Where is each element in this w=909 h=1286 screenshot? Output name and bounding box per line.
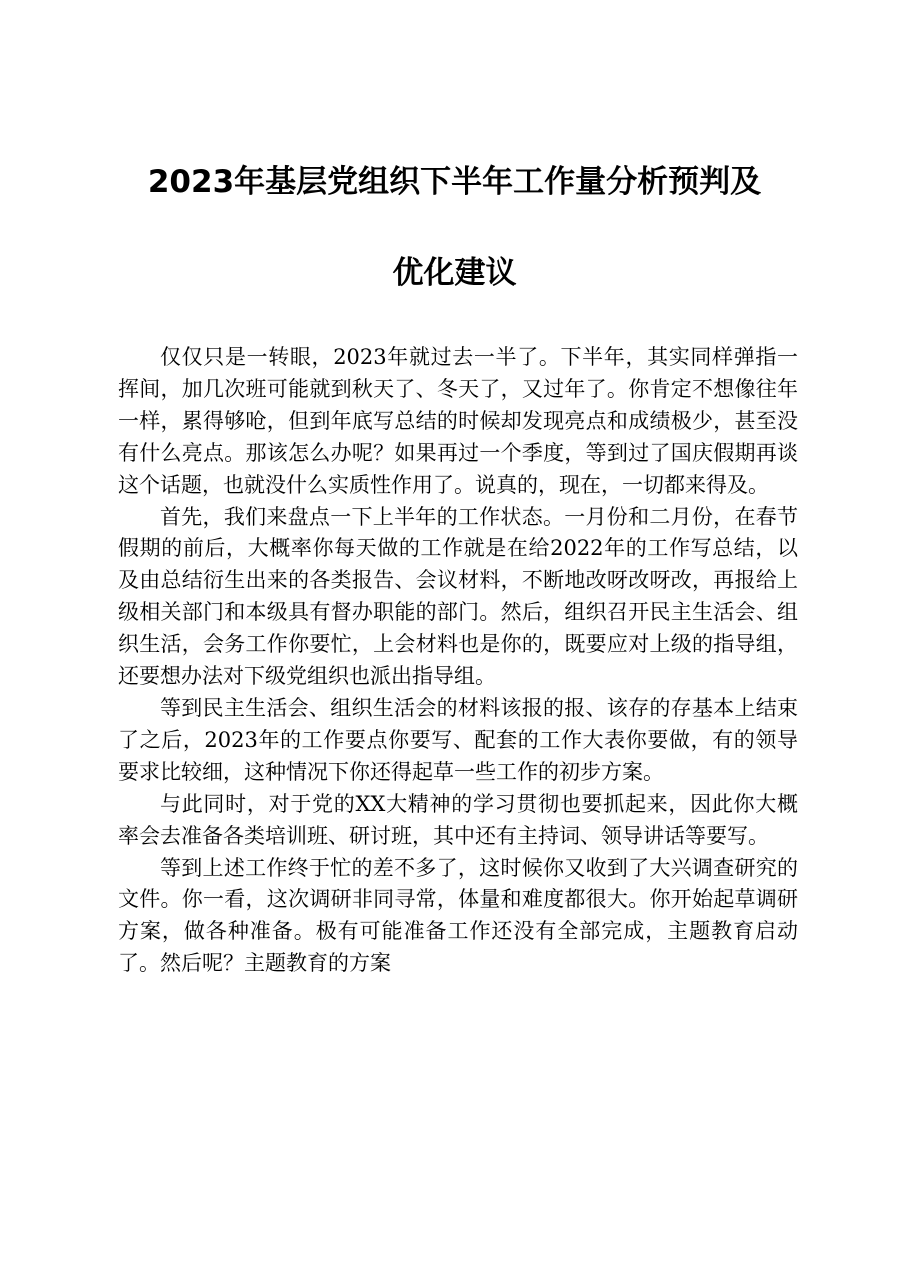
paragraph: 等到上述工作终于忙的差不多了，这时候你又收到了大兴调查研究的文件。你一看，这次调研非同寻常，体量和难度都很大。你开始起草调研方案，做各种准备。极有可能准备工作还没有全部完成，主题教育启动了。然后呢？主题教育的方案: [118, 855, 798, 976]
paragraph: 与此同时，对于党的XX大精神的学习贯彻也要抓起来，因此你大概率会去准备各类培训班、研讨班，其中还有主持词、领导讲话等要写。: [118, 791, 798, 848]
paragraph: 首先，我们来盘点一下上半年的工作状态。一月份和二月份，在春节假期的前后，大概率你每天做的工作就是在给2022年的工作写总结，以及由总结衍生出来的各类报告、会议材料，不断地改呀改呀改，再报给上级相关部门和本级具有督办职能的部门。然后，组织召开民主生活会、组织生活，会务工作你要忙，上会材料也是你的，既要应对上级的指导组，还要想办法对下级党组织也派出指导组。: [118, 504, 798, 689]
paragraph: 仅仅只是一转眼，2023年就过去一半了。下半年，其实同样弹指一挥间，加几次班可能就到秋天了、冬天了，又过年了。你肯定不想像往年一样，累得够呛，但到年底写总结的时候却发现亮点和成绩极少，甚至没有什么亮点。那该怎么办呢？如果再过一个季度，等到过了国庆假期再谈这个话题，也就没什么实质性作用了。说真的，现在，一切都来得及。: [118, 345, 798, 497]
document-title-line-1: 2023年基层党组织下半年工作量分析预判及: [147, 164, 762, 200]
document-body: [118, 342, 798, 980]
document-title-line-2: 优化建议: [392, 255, 517, 291]
paragraph: 等到民主生活会、组织生活会的材料该报的报、该存的存基本上结束了之后，2023年的工作要点你要写、配套的工作大表你要做，有的领导要求比较细，这种情况下你还得起草一些工作的初步方案。: [118, 695, 798, 784]
